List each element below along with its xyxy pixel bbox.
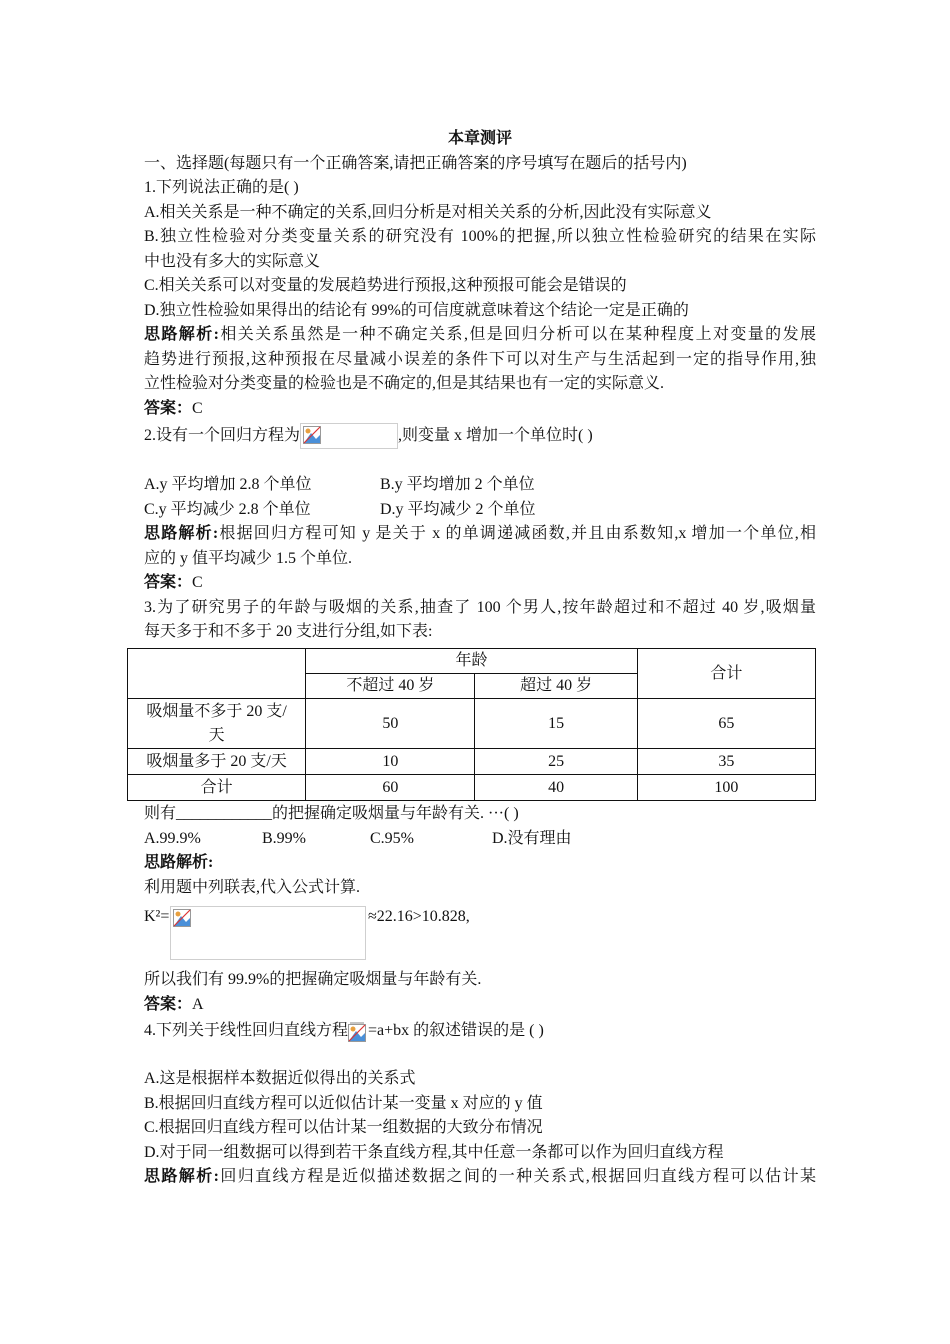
- table-cell: 10: [306, 749, 475, 775]
- q1-analysis-line3: 立性检验对分类变量的检验也是不确定的,但是其结果也有一定的实际意义.: [144, 375, 665, 392]
- q2-option-c: C.y 平均减少 2.8 个单位: [144, 500, 311, 518]
- q4-analysis-line1: 思路解析:回归直线方程是近似描述数据之间的一种关系式,根据回归直线方程可以估计某: [144, 1168, 816, 1185]
- regression-equation-image-icon: [300, 423, 398, 449]
- q2-options-row2: [144, 498, 816, 523]
- section-heading: 一、选择题(每题只有一个正确答案,请把正确答案的序号填写在题后的括号内): [144, 154, 687, 172]
- q4-option-a: A.这是根据样本数据近似得出的关系式: [144, 1070, 416, 1087]
- q2-answer: 答案：C: [144, 574, 203, 591]
- q1-analysis-line2: 趋势进行预报,这种预报在尽量减小误差的条件下可以对生产与生活起到一定的指导作用,独: [144, 350, 816, 368]
- table-header-total: 合计: [637, 649, 815, 699]
- q1-option-b-line2: 中也没有多大的实际意义: [144, 252, 321, 270]
- q4-stem: 4.下列关于线性回归直线方程 =a+bx 的叙述错误的是 ( ): [144, 1017, 816, 1053]
- table-cell: 15: [475, 699, 637, 749]
- q1-analysis-line1: 思路解析:相关关系虽然是一种不确定关系,但是回归分析可以在某种程度上对变量的发展: [144, 326, 816, 343]
- q2-analysis-line1: 思路解析:根据回归方程可知 y 是关于 x 的单调递减函数,并且由系数知,x 增加一个单位,相: [144, 525, 816, 542]
- q1-stem: 1.下列说法正确的是( ): [144, 179, 299, 196]
- table-header-not-over-40: 不超过 40 岁: [306, 674, 475, 699]
- answer-label: 答案：: [144, 399, 193, 417]
- q2-analysis-line2: 应的 y 值平均减少 1.5 个单位.: [144, 549, 353, 567]
- q3-options: [144, 827, 816, 852]
- analysis-label: 思路解析:: [144, 326, 219, 343]
- q4-option-d: D.对于同一组数据可以得到若干条直线方程,其中任意一条都可以作为回归直线方程: [144, 1143, 724, 1161]
- q3-option-a: A.99.9%: [144, 829, 201, 847]
- table-cell: 25: [475, 749, 637, 775]
- analysis-label: 思路解析:: [144, 1168, 219, 1185]
- contingency-table: [127, 648, 816, 801]
- table-row: [128, 649, 816, 674]
- table-row: [128, 699, 816, 749]
- table-row: [128, 749, 816, 775]
- q3-answer: 答案：A: [144, 995, 204, 1013]
- q3-k2-formula: K²= ≈22.16>10.828,: [144, 900, 816, 968]
- q2-option-a: A.y 平均增加 2.8 个单位: [144, 476, 312, 493]
- y-hat-image-icon: [348, 1019, 368, 1043]
- table-cell: 100: [637, 775, 815, 801]
- q1-answer: 答案：C: [144, 399, 203, 417]
- q1-option-b-line1: B.独立性检验对分类变量关系的研究没有 100%的把握,所以独立性检验研究的结果在实际: [144, 228, 816, 245]
- q4-option-b: B.根据回归直线方程可以近似估计某一变量 x 对应的 y 值: [144, 1094, 543, 1112]
- table-cell: 60: [306, 775, 475, 801]
- q1-option-c: C.相关关系可以对变量的发展趋势进行预报,这种预报可能会是错误的: [144, 277, 627, 294]
- q3-blank-question: 则有____________的把握确定吸烟量与年龄有关. ···( ): [144, 805, 519, 822]
- table-cell: 65: [637, 699, 815, 749]
- k2-formula-image-icon: [170, 906, 366, 960]
- table-row-label: 吸烟量多于 20 支/天: [128, 749, 306, 775]
- q2-option-d: D.y 平均减少 2 个单位: [380, 500, 536, 518]
- q3-option-d: D.没有理由: [492, 829, 572, 847]
- table-row-label: 吸烟量不多于 20 支/ 天: [128, 699, 306, 749]
- q3-stem-line2: 每天多于和不多于 20 支进行分组,如下表:: [144, 623, 433, 640]
- content-column: [144, 127, 816, 645]
- q3-analysis-label: 思路解析:: [144, 854, 214, 871]
- table-cell: 40: [475, 775, 637, 801]
- q1-option-d: D.独立性检验如果得出的结论有 99%的可信度就意味着这个结论一定是正确的: [144, 301, 689, 319]
- content-column-2: [144, 802, 816, 1190]
- table-row-label: 合计: [128, 775, 306, 801]
- table-cell: 35: [637, 749, 815, 775]
- table-header-age: 年龄: [306, 649, 638, 674]
- q3-analysis-line1: 利用题中列联表,代入公式计算.: [144, 878, 361, 896]
- q3-option-c: C.95%: [370, 829, 414, 847]
- answer-label: 答案：: [144, 574, 193, 591]
- table-row: [128, 775, 816, 801]
- table-corner-cell: [128, 649, 306, 699]
- q2-options-row1: [144, 473, 816, 498]
- answer-label: 答案：: [144, 995, 193, 1013]
- q3-stem-line1: 3.为了研究男子的年龄与吸烟的关系,抽查了 100 个男人,按年龄超过和不超过 40 岁,吸烟量: [144, 598, 816, 616]
- q3-analysis-line2: 所以我们有 99.9%的把握确定吸烟量与年龄有关.: [144, 971, 482, 988]
- q3-option-b: B.99%: [262, 829, 306, 847]
- q1-option-a: A.相关关系是一种不确定的关系,回归分析是对相关关系的分析,因此没有实际意义: [144, 203, 712, 221]
- q4-option-c: C.根据回归直线方程可以估计某一组数据的大致分布情况: [144, 1119, 543, 1136]
- table-cell: 50: [306, 699, 475, 749]
- table-header-over-40: 超过 40 岁: [475, 674, 637, 699]
- q2-stem: 2.设有一个回归方程为 ,则变量 x 增加一个单位时( ): [144, 421, 816, 455]
- page-title: 本章测评: [447, 130, 512, 147]
- q2-option-b: B.y 平均增加 2 个单位: [380, 476, 535, 493]
- analysis-label: 思路解析:: [144, 525, 219, 542]
